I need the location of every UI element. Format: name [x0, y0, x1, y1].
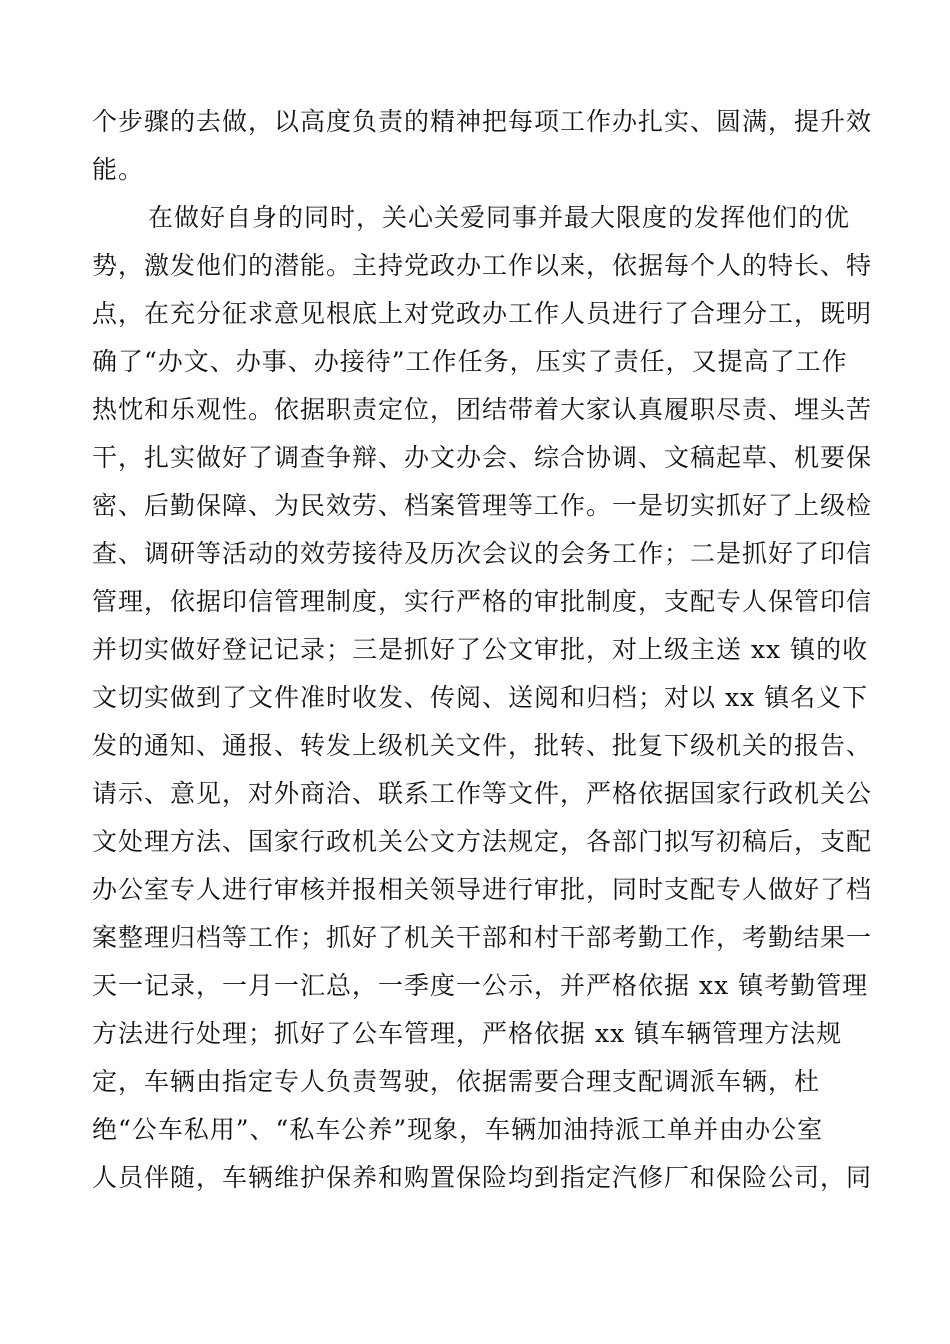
text-line: 绝“公车私用”、“私车公养”现象，车辆加油持派工单并由办公室 [92, 1115, 824, 1144]
body-text [92, 98, 872, 1202]
text-line: 确了“办文、办事、办接待”工作任务，压实了责任，又提高了工作 [92, 347, 848, 376]
text-line: 办公室专人进行审核并报相关领导进行审批，同时支配专人做好了档 [92, 875, 873, 904]
text-line: 定，车辆由指定专人负责驾驶，依据需要合理支配调派车辆，杜 [92, 1067, 821, 1096]
text-line: 个步骤的去做，以高度负责的精神把每项工作办扎实、圆满，提升效 [92, 107, 873, 136]
text-line: 人员伴随，车辆维护保养和购置保险均到指定汽修厂和保险公司，同 [92, 1163, 873, 1192]
text-line: 请示、意见，对外商洽、联系工作等文件，严格依据国家行政机关公 [92, 779, 873, 808]
text-line: 干，扎实做好了调查争辩、办文办会、综合协调、文稿起草、机要保 [92, 443, 873, 472]
text-line: 并切实做好登记记录；三是抓好了公文审批，对上级主送 xx 镇的收 [92, 635, 869, 664]
text-line: 热忱和乐观性。依据职责定位，团结带着大家认真履职尽责、埋头苦 [92, 395, 873, 424]
text-line: 势，激发他们的潜能。主持党政办工作以来，依据每个人的特长、特 [92, 251, 873, 280]
text-line: 天一记录，一月一汇总，一季度一公示，并严格依据 xx 镇考勤管理 [92, 971, 869, 1000]
text-line: 点，在充分征求意见根底上对党政办工作人员进行了合理分工，既明 [92, 299, 873, 328]
text-line: 管理，依据印信管理制度，实行严格的审批制度，支配专人保管印信 [92, 587, 873, 616]
text-line: 查、调研等活动的效劳接待及历次会议的会务工作；二是抓好了印信 [92, 539, 873, 568]
text-line: 能。 [92, 155, 145, 184]
text-line: 发的通知、通报、转发上级机关文件，批转、批复下级机关的报告、 [92, 731, 873, 760]
paragraph-start-line: 在做好自身的同时，关心关爱同事并最大限度的发挥他们的优 [148, 203, 851, 232]
text-line: 案整理归档等工作；抓好了机关干部和村干部考勤工作，考勤结果一 [92, 923, 873, 952]
text-line: 文处理方法、国家行政机关公文方法规定，各部门拟写初稿后，支配 [92, 827, 873, 856]
text-line: 文切实做到了文件准时收发、传阅、送阅和归档；对以 xx 镇名义下 [92, 683, 869, 712]
text-line: 密、后勤保障、为民效劳、档案管理等工作。一是切实抓好了上级检 [92, 491, 873, 520]
text-line: 方法进行处理；抓好了公车管理，严格依据 xx 镇车辆管理方法规 [92, 1019, 843, 1048]
